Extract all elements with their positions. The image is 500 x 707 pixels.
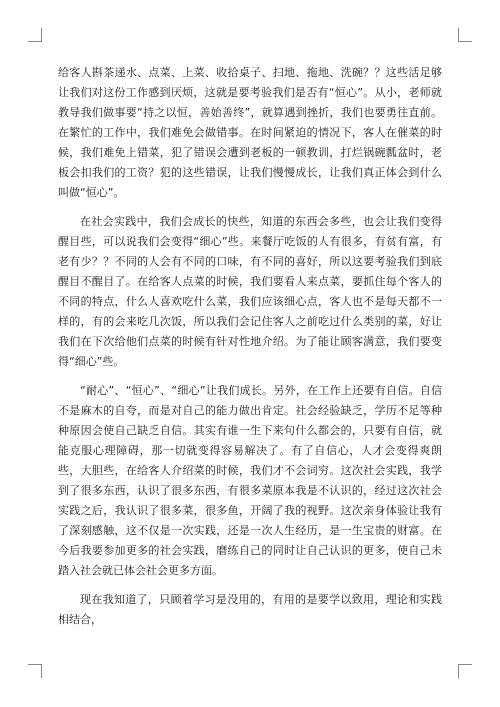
paragraph-carefulness: 在社会实践中，我们会成长的快些，知道的东西会多些，也会让我们变得醒目些，可以说我们会变得“细心”些。来餐厅吃饭的人有很多，有贫有富，有老有少？？不同的人会有不同的口味，有不同的喜好，所以这要考验我们到底醒目不醒目了。在给客人点菜的时候，我们要看人来点菜，要抓住每个客人的不同的特点，什么人喜欢吃什么菜，我们应该细心点，客人也不是每天都不一样的，有的会来吃几次饭，所以我们会记住客人之前吃过什么类别的菜，好让我们在下次给他们点菜的时候有针对性地介绍。为了能让顾客满意，我们要变得“细心”些。	[58, 215, 442, 368]
paragraph-conclusion: 现在我知道了，只顾着学习是没用的，有用的是要学以致用，理论和实践相结合，	[58, 593, 442, 626]
crop-mark-top-right	[458, 28, 472, 42]
paragraph-perseverance: 给客人斟茶递水、点菜、上菜、收拾桌子、扫地、拖地、洗碗？？这些活足够让我们对这份工作感到厌烦，这就是要考验我们是否有“恒心”。从小，老师就教导我们做事要“持之以恒，善始善终”，就算遇到挫折，我们也要勇往直前。在繁忙的工作中，我们难免会做错事。在时间紧迫的情况下，客人在催菜的时候，我们难免上错菜，犯了错误会遭到老板的一顿教训，打烂锅碗瓢盆时，老板会扣我们的工资？犯的这些错误，让我们慢慢成长，让我们真正体会到什么叫做“恒心”。	[58, 66, 442, 199]
crop-mark-bottom-left	[28, 664, 42, 678]
crop-mark-top-left	[28, 28, 42, 42]
crop-mark-bottom-right	[458, 664, 472, 678]
paragraph-confidence: “耐心”、“恒心”、“细心”让我们成长。另外，在工作上还要有自信。自信不是麻木的自夸，而是对自己的能力做出肯定。社会经验缺乏，学历不足等种种原因会使自己缺乏自信。其实有谁一生下来句什么都会的，只要有自信，就能克服心理障碍，那一切就变得容易解决了。有了自信心，人才会变得爽朗些，大胆些，在给客人介绍菜的时候，我们才不会词穷。这次社会实践，我学到了很多东西，认识了很多东西，有很多菜原本我是不认识的，经过这次社会实践之后，我认识了很多菜，很多鱼，开阔了我的视野。这次亲身体验让我有了深刻感触，这不仅是一次实践，还是一次人生经历，是一生宝贵的财富。在今后我要参加更多的社会实践，磨练自己的同时让自己认识的更多，使自己未踏入社会就已体会社会更多方面。	[58, 384, 442, 577]
document-body	[58, 63, 442, 639]
